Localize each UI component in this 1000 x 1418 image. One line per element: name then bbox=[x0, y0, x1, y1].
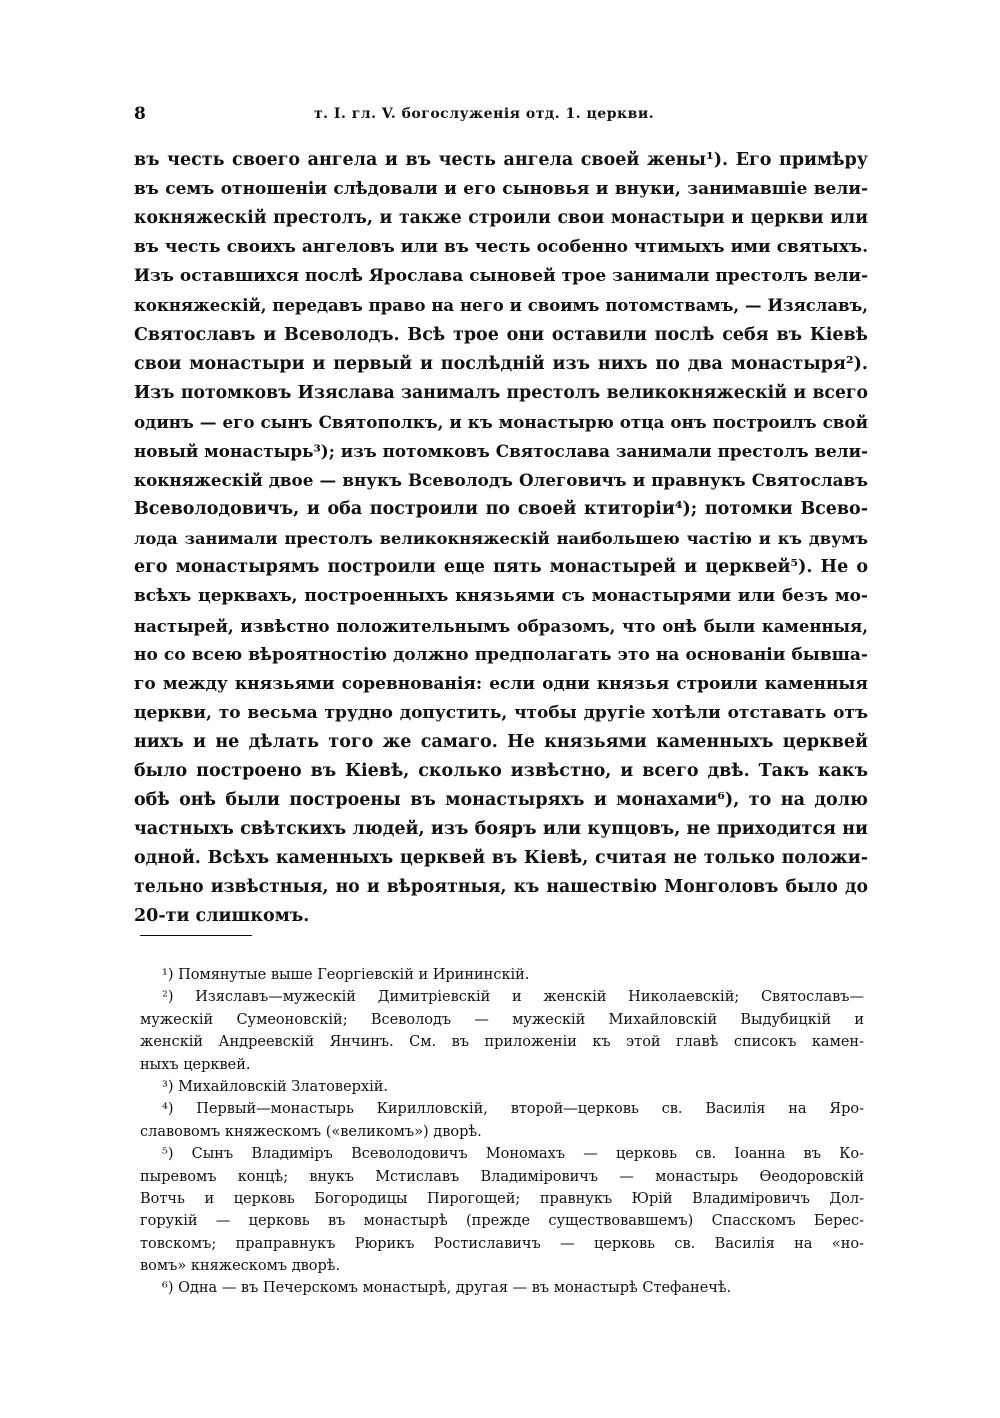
footnote-line: ²) Изяславъ—мужескій Димитріевскій и женскій Николаевскій; Святославъ— bbox=[162, 989, 864, 1006]
footnote-line: ⁴) Первый—монастырь Кирилловскій, второй—церковь св. Василія на Яро- bbox=[162, 1101, 864, 1118]
footnote-line: горукій — церковь въ монастырѣ (прежде существовавшемъ) Спасскомъ Берес- bbox=[140, 1213, 864, 1230]
footnote-5 bbox=[140, 1143, 864, 1277]
text-line: его монастырямъ построили еще пять монастырей и церквей⁵). Не о bbox=[134, 557, 868, 578]
footnote-line: Вотчь и церковь Богородицы Пирогощей; правнукъ Юрій Владиміровичъ Дол- bbox=[140, 1190, 864, 1207]
text-line: новый монастырь³); изъ потомковъ Святослава занимали престолъ вели- bbox=[134, 440, 868, 461]
footnote-line: ныхъ церквей. bbox=[140, 1056, 251, 1073]
text-line: всѣхъ церквахъ, построенныхъ князьями съ монастырями или безъ мо- bbox=[134, 586, 868, 607]
text-line: кокняжескій двое — внукъ Всеволодъ Олеговичъ и правнукъ Святославъ bbox=[134, 470, 868, 491]
text-line: въ семъ отношеніи слѣдовали и его сыновья и внуки, занимавшіе вели- bbox=[134, 179, 868, 200]
footnote-separator bbox=[140, 935, 252, 936]
text-line: въ честь своихъ ангеловъ или въ честь особенно чтимыхъ ими святыхъ. bbox=[134, 237, 868, 258]
footnote-line: ⁵) Сынъ Владиміръ Всеволодовичъ Мономахъ — церковь св. Іоанна въ Ко- bbox=[162, 1146, 864, 1163]
text-line: свои монастыри и первый и послѣдній изъ нихъ по два монастыря²). bbox=[134, 353, 868, 374]
footnote-4 bbox=[140, 1098, 864, 1143]
page-number: 8 bbox=[134, 104, 146, 124]
text-line: одной. Всѣхъ каменныхъ церквей въ Кіевѣ, считая не только положи- bbox=[134, 848, 868, 869]
footnote-line: товскомъ; праправнукъ Рюрикъ Ростиславичъ — церковь св. Василія на «но- bbox=[140, 1235, 864, 1252]
text-line: обѣ онѣ были построены въ монастыряхъ и монахами⁶), то на долю bbox=[134, 790, 868, 811]
text-line: одинъ — его сынъ Святополкъ, и къ монастырю отца онъ построилъ свой bbox=[134, 411, 868, 432]
footnote-line: славовомъ княжескомъ («великомъ») дворѣ. bbox=[140, 1123, 482, 1140]
footnotes bbox=[140, 964, 864, 1300]
footnote-line: мужескій Сумеоновскій; Всеволодъ — мужескій Михайловскій Выдубицкій и bbox=[140, 1011, 864, 1028]
text-line: церкви, то весьма трудно допустить, чтобы другіе хотѣли отставать отъ bbox=[134, 702, 868, 723]
text-line: но со всею вѣроятностію должно предполагать это на основаніи бывша- bbox=[134, 644, 868, 665]
footnote-2 bbox=[140, 986, 864, 1076]
footnote-3 bbox=[140, 1076, 864, 1098]
text-line: кокняжескій престолъ, и также строили свои монастыри и церкви или bbox=[134, 208, 868, 229]
text-line: частныхъ свѣтскихъ людей, изъ бояръ или купцовъ, не приходится ни bbox=[134, 819, 868, 840]
footnote-line: пыревомъ концѣ; внукъ Мстиславъ Владиміровичъ — монастырь Ѳеодоровскій bbox=[140, 1168, 864, 1185]
text-line: 20-ти слишкомъ. bbox=[134, 906, 310, 927]
running-head: т. I. гл. V. богослуженія отд. 1. церкви. bbox=[314, 106, 655, 122]
text-line: тельно извѣстныя, но и вѣроятныя, къ нашествію Монголовъ было до bbox=[134, 877, 868, 898]
text-line: Всеволодовичъ, и оба построили по своей ктиторіи⁴); потомки Всево- bbox=[134, 499, 868, 520]
text-line: нихъ и не дѣлать того же самаго. Не князьями каменныхъ церквей bbox=[134, 731, 868, 752]
text-line: было построено въ Кіевѣ, сколько извѣстно, и всего двѣ. Такъ какъ bbox=[134, 760, 868, 781]
text-line: кокняжескій, передавъ право на него и своимъ потомствамъ, — Изяславъ, bbox=[134, 296, 868, 316]
text-line: Изъ потомковъ Изяслава занималъ престолъ великокняжескій и всего bbox=[134, 382, 868, 403]
text-line: го между князьями соревнованія: если одни князья строили каменныя bbox=[134, 673, 868, 694]
footnote-line: ³) Михайловскій Златоверхій. bbox=[162, 1078, 389, 1095]
text-line: въ честь своего ангела и въ честь ангела своей жены¹). Его примѣру bbox=[134, 150, 868, 170]
text-line: лода занимали престолъ великокняжескій наибольшею частію и къ двумъ bbox=[134, 529, 868, 549]
text-line: Святославъ и Всеволодъ. Всѣ трое они оставили послѣ себя въ Кіевѣ bbox=[134, 324, 868, 345]
footnote-line: ⁶) Одна — въ Печерскомъ монастырѣ, другая — въ монастырѣ Стефанечѣ. bbox=[162, 1280, 732, 1297]
footnote-line: ¹) Помянутые выше Георгіевскій и Ирининскій. bbox=[162, 967, 530, 983]
text-line: настырей, извѣстно положительнымъ образомъ, что онѣ были каменныя, bbox=[134, 616, 868, 636]
footnote-line: вомъ» княжескомъ дворѣ. bbox=[140, 1258, 341, 1275]
footnote-6 bbox=[140, 1277, 864, 1299]
text-line: Изъ оставшихся послѣ Ярослава сыновей трое занимали престолъ вели- bbox=[134, 266, 868, 287]
main-text bbox=[134, 146, 868, 932]
page-header bbox=[134, 104, 868, 126]
footnote-line: женскій Андреевскій Янчинъ. См. въ приложеніи къ этой главѣ списокъ камен- bbox=[140, 1034, 864, 1051]
footnote-1 bbox=[140, 964, 864, 986]
